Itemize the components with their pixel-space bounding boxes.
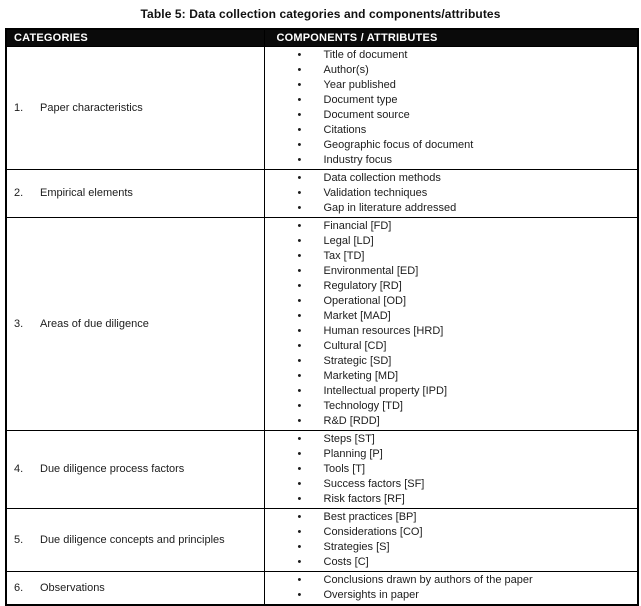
list-item-label: Legal [LD] <box>323 234 374 247</box>
components-list <box>265 573 638 603</box>
bullet-icon: • <box>297 369 302 382</box>
list-item <box>265 399 638 414</box>
list-item-label: Strategies [S] <box>323 540 390 553</box>
list-item <box>265 309 638 324</box>
table-row <box>6 508 638 571</box>
list-item <box>265 414 638 429</box>
list-item <box>265 447 638 462</box>
bullet-icon: • <box>297 492 302 505</box>
list-item <box>265 492 638 507</box>
bullet-icon: • <box>297 294 302 307</box>
table-body <box>6 46 638 605</box>
list-item-label: Marketing [MD] <box>323 369 399 382</box>
components-list <box>265 48 638 168</box>
components-cell <box>264 169 638 217</box>
bullet-icon: • <box>297 447 302 460</box>
category-label: Due diligence process factors <box>40 463 185 475</box>
list-item <box>265 573 638 588</box>
list-item <box>265 153 638 168</box>
category-number: 6. <box>14 581 24 594</box>
bullet-icon: • <box>297 78 302 91</box>
bullet-icon: • <box>297 108 302 121</box>
list-item <box>265 555 638 570</box>
list-item <box>265 588 638 603</box>
category-number: 5. <box>14 533 24 546</box>
list-item <box>265 477 638 492</box>
list-item <box>265 339 638 354</box>
category-cell <box>6 46 264 169</box>
bullet-icon: • <box>297 171 302 184</box>
category-label: Paper characteristics <box>40 101 143 114</box>
bullet-icon: • <box>297 138 302 151</box>
list-item <box>265 510 638 525</box>
list-item-label: Cultural [CD] <box>323 339 387 352</box>
table-title: Table 5: Data collection categories and components/attributes <box>140 7 501 21</box>
bullet-icon: • <box>297 540 302 553</box>
list-item-label: Industry focus <box>323 153 392 166</box>
list-item-label: Operational [OD] <box>323 294 407 307</box>
list-item-label: Technology [TD] <box>323 399 403 412</box>
components-list <box>265 219 638 429</box>
list-item-label: Conclusions drawn by authors of the paper <box>323 573 533 586</box>
bullet-icon: • <box>297 555 302 568</box>
bullet-icon: • <box>297 93 302 106</box>
category-number: 2. <box>14 187 24 199</box>
bullet-icon: • <box>297 573 302 586</box>
list-item-label: Market [MAD] <box>323 309 391 322</box>
bullet-icon: • <box>297 186 302 199</box>
list-item-label: Planning [P] <box>323 447 383 460</box>
category-number: 1. <box>14 101 24 114</box>
list-item <box>265 234 638 249</box>
bullet-icon: • <box>297 324 302 337</box>
components-cell <box>264 430 638 508</box>
bullet-icon: • <box>297 264 302 277</box>
list-item-label: Citations <box>323 123 367 136</box>
components-list <box>265 432 638 507</box>
list-item-label: Intellectual property [IPD] <box>323 384 448 397</box>
bullet-icon: • <box>297 477 302 490</box>
list-item <box>265 432 638 447</box>
bullet-icon: • <box>297 414 302 427</box>
list-item <box>265 219 638 234</box>
list-item-label: Environmental [ED] <box>323 264 419 277</box>
components-cell <box>264 46 638 169</box>
table-row <box>6 46 638 169</box>
list-item <box>265 171 638 186</box>
components-list <box>265 510 638 570</box>
bullet-icon: • <box>297 354 302 367</box>
category-cell <box>6 508 264 571</box>
list-item-label: Oversights in paper <box>323 588 419 601</box>
list-item-label: Document source <box>323 108 410 121</box>
components-list <box>265 171 638 216</box>
list-item-label: Costs [C] <box>323 555 369 568</box>
table-row <box>6 430 638 508</box>
category-label: Due diligence concepts and principles <box>40 533 225 546</box>
bullet-icon: • <box>297 384 302 397</box>
bullet-icon: • <box>297 234 302 247</box>
list-item-label: Best practices [BP] <box>323 510 417 523</box>
category-cell <box>6 169 264 217</box>
list-item <box>265 540 638 555</box>
list-item <box>265 138 638 153</box>
data-table <box>5 28 639 606</box>
list-item-label: Geographic focus of document <box>323 138 474 151</box>
bullet-icon: • <box>297 339 302 352</box>
list-item <box>265 525 638 540</box>
list-item-label: Title of document <box>323 48 408 61</box>
bullet-icon: • <box>297 219 302 232</box>
bullet-icon: • <box>297 123 302 136</box>
list-item <box>265 123 638 138</box>
bullet-icon: • <box>297 588 302 601</box>
bullet-icon: • <box>297 399 302 412</box>
list-item-label: Steps [ST] <box>323 432 375 445</box>
list-item-label: Risk factors [RF] <box>323 492 405 505</box>
list-item <box>265 201 638 216</box>
list-item <box>265 93 638 108</box>
category-number: 4. <box>14 463 24 475</box>
list-item-label: R&D [RDD] <box>323 414 380 427</box>
list-item <box>265 249 638 264</box>
list-item-label: Document type <box>323 93 398 106</box>
list-item-label: Tools [T] <box>323 462 366 475</box>
list-item <box>265 384 638 399</box>
list-item-label: Human resources [HRD] <box>323 324 444 337</box>
bullet-icon: • <box>297 201 302 214</box>
list-item-label: Strategic [SD] <box>323 354 392 367</box>
list-item <box>265 186 638 201</box>
list-item-label: Considerations [CO] <box>323 525 423 538</box>
list-item-label: Gap in literature addressed <box>323 201 457 214</box>
list-item <box>265 294 638 309</box>
list-item-label: Financial [FD] <box>323 219 392 232</box>
list-item <box>265 108 638 123</box>
list-item <box>265 462 638 477</box>
header-categories: CATEGORIES <box>6 29 264 46</box>
category-cell <box>6 217 264 430</box>
bullet-icon: • <box>297 249 302 262</box>
table-row <box>6 169 638 217</box>
header-components-attributes: COMPONENTS / ATTRIBUTES <box>264 29 638 46</box>
table-row <box>6 571 638 605</box>
table-row <box>6 217 638 430</box>
list-item-label: Year published <box>323 78 396 91</box>
list-item-label: Success factors [SF] <box>323 477 425 490</box>
list-item <box>265 264 638 279</box>
header-row <box>6 29 638 46</box>
bullet-icon: • <box>297 63 302 76</box>
bullet-icon: • <box>297 525 302 538</box>
list-item-label: Regulatory [RD] <box>323 279 402 292</box>
category-cell <box>6 430 264 508</box>
bullet-icon: • <box>297 462 302 475</box>
category-label: Areas of due diligence <box>40 317 149 330</box>
list-item <box>265 78 638 93</box>
list-item <box>265 354 638 369</box>
list-item <box>265 369 638 384</box>
list-item-label: Data collection methods <box>323 171 441 184</box>
bullet-icon: • <box>297 309 302 322</box>
list-item-label: Validation techniques <box>323 186 428 199</box>
category-cell <box>6 571 264 605</box>
category-number: 3. <box>14 317 24 330</box>
list-item <box>265 63 638 78</box>
list-item <box>265 279 638 294</box>
components-cell <box>264 508 638 571</box>
bullet-icon: • <box>297 153 302 166</box>
components-cell <box>264 571 638 605</box>
category-label: Empirical elements <box>40 187 133 199</box>
bullet-icon: • <box>297 279 302 292</box>
list-item-label: Tax [TD] <box>323 249 365 262</box>
bullet-icon: • <box>297 432 302 445</box>
category-label: Observations <box>40 581 105 594</box>
list-item-label: Author(s) <box>323 63 369 76</box>
list-item <box>265 324 638 339</box>
bullet-icon: • <box>297 48 302 61</box>
list-item <box>265 48 638 63</box>
components-cell <box>264 217 638 430</box>
bullet-icon: • <box>297 510 302 523</box>
